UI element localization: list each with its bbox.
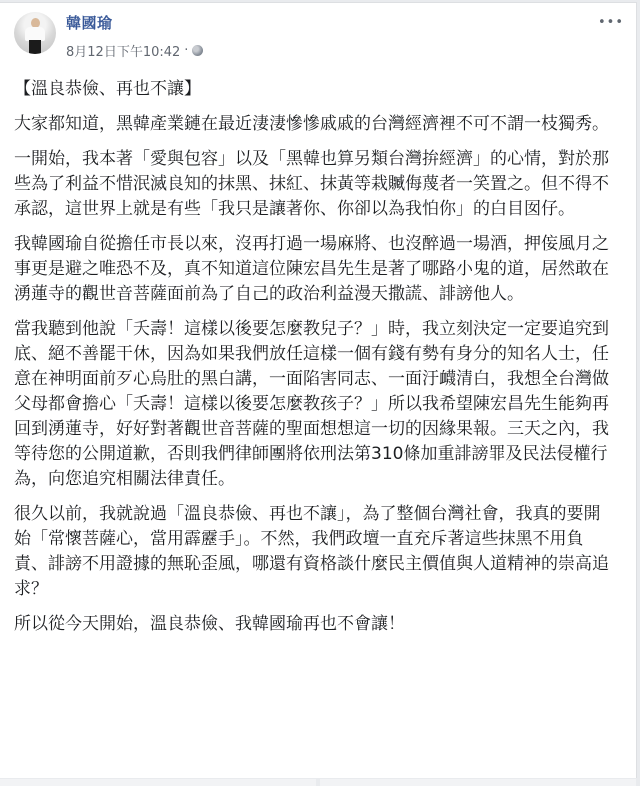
post-paragraph: 所以從今天開始，溫良恭儉、我韓國瑜再也不會讓！ bbox=[14, 614, 405, 634]
post-title: 【溫良恭儉、再也不讓】 bbox=[14, 79, 201, 99]
avatar-pants bbox=[29, 40, 41, 54]
globe-icon[interactable] bbox=[192, 45, 203, 56]
post-header bbox=[0, 3, 636, 63]
post-meta bbox=[66, 41, 203, 60]
post-paragraph: 大家都知道，黑韓產業鏈在最近淒淒慘慘戚戚的台灣經濟裡不可不謂一枝獨秀。 bbox=[14, 114, 609, 134]
more-options-icon[interactable]: ••• bbox=[597, 15, 624, 30]
post-paragraph: 我韓國瑜自從擔任市長以來，沒再打過一場麻將、也沒醉過一場酒，押侫風月之事更是避之唯恐不及，真不知道這位陳宏昌先生是著了哪路小鬼的道，居然敢在湧蓮寺的觀世音菩薩面前為了自己的政治利益漫天撒謊、誹謗他人。 bbox=[14, 234, 609, 304]
post-paragraph: 很久以前，我就說過「溫良恭儉、再也不讓」，為了整個台灣社會，我真的要開始「常懷菩薩心，當用霹靂手」。不然，我們政壇一直充斥著這些抹黑不用負責、誹謗不用證據的無恥歪風，哪還有資格談什麼民主價值與人道精神的崇高追求？ bbox=[14, 504, 609, 599]
meta-separator: · bbox=[184, 43, 189, 58]
author-name-link[interactable]: 韓國瑜 bbox=[66, 14, 113, 32]
facebook-post-card bbox=[0, 2, 637, 781]
post-timestamp[interactable]: 8月12日下午10:42 bbox=[66, 45, 181, 60]
avatar-shirt bbox=[25, 27, 45, 41]
post-paragraph: 當我聽到他說「夭壽！這樣以後要怎麼教兒子？」時，我立刻決定一定要追究到底、絕不善罷干休，因為如果我們放任這樣一個有錢有勢有身分的知名人士，任意在神明面前歹心烏肚的黑白講，一面陷害同志、一面汙衊清白，我想全台灣做父母都會擔心「夭壽！這樣以後要怎麼教孩子？」所以我希望陳宏昌先生能夠再回到湧蓮寺，好好對著觀世音菩薩的聖面想想這一切的因緣果報。三天之內，我等待您的公開道歉，否則我們律師團將依刑法第310條加重誹謗罪及民法侵權行為，向您追究相關法律責任。 bbox=[14, 319, 609, 489]
post-body bbox=[14, 77, 614, 647]
post-paragraph: 一開始，我本著「愛與包容」以及「黑韓也算另類台灣拚經濟」的心情，對於那些為了利益不惜泯滅良知的抹黑、抹紅、抹黃等栽贓侮蔑者一笑置之。但不得不承認，這世界上就是有些「我只是讓著你、你卻以為我怕你」的白目囡仔。 bbox=[14, 149, 609, 219]
author-avatar[interactable] bbox=[14, 12, 56, 54]
